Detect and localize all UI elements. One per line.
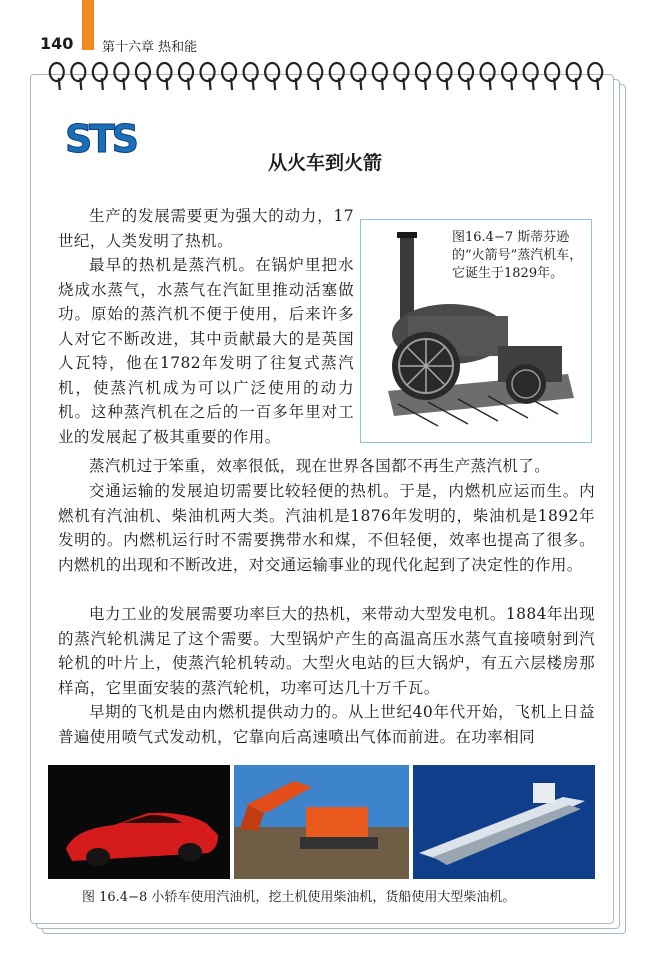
binding-ring (502, 63, 516, 90)
binding-ring (244, 63, 258, 90)
binding-ring (351, 63, 365, 90)
binding-ring (394, 63, 408, 90)
binding-ring (567, 63, 581, 90)
sts-logo-text: STS (65, 118, 139, 158)
binding-ring (71, 63, 85, 90)
paragraph-6: 早期的飞机是由内燃机提供动力的。从上世纪40年代开始，飞机上日益普遍使用喷气式发动机，它靠向后高速喷出气体而前进。在功率相同 (58, 703, 595, 746)
figure-2-caption: 图 16.4−8 小轿车使用汽油机，挖土机使用柴油机，货船使用大型柴油机。 (82, 890, 516, 905)
section-title: 从火车到火箭 (267, 152, 382, 174)
binding-ring (93, 63, 107, 90)
chapter-title: 第十六章 热和能 (102, 40, 198, 55)
binding-ring (545, 63, 559, 90)
binding-ring (114, 63, 128, 90)
excavator-photo (234, 765, 409, 879)
binding-ring (287, 63, 301, 90)
binding-ring (222, 63, 236, 90)
binding-ring (437, 63, 451, 90)
binding-ring (50, 63, 64, 90)
binding-ring (416, 63, 430, 90)
binding-ring (265, 63, 279, 90)
paragraph-2: 最早的热机是蒸汽机。在锅炉里把水烧成水蒸气，水蒸气在汽缸里推动活塞做功。原始的蒸汽机不便于使用，后来许多人对它不断改进，其中贡献最大的是英国人瓦特，他在1782年发明了往复式蒸汽机，使蒸汽机成为可以广泛使用的动力机。这种蒸汽机在之后的一百多年里对工业的发展起了极其重要的作用。 (58, 256, 354, 446)
binding-ring (481, 63, 495, 90)
cargo-ship-photo (413, 765, 595, 879)
binding-ring (179, 63, 193, 90)
paragraph-1: 生产的发展需要更为强大的动力，17世纪，人类发明了热机。 (58, 207, 354, 250)
binding-ring (524, 63, 538, 90)
figure-1-caption: 图16.4−7 斯蒂芬逊的“火箭号”蒸汽机车，它诞生于1829年。 (452, 230, 583, 281)
chapter-tab (82, 0, 94, 50)
page-number: 140 (40, 34, 74, 53)
binding-ring (373, 63, 387, 90)
binding-ring (330, 63, 344, 90)
binding-ring (157, 63, 171, 90)
binding-ring (588, 63, 602, 90)
binding-ring (459, 63, 473, 90)
paragraph-5: 电力工业的发展需要功率巨大的热机，来带动大型发电机。1884年出现的蒸汽轮机满足了这个需要。大型锅炉产生的高温高压水蒸气直接喷射到汽轮机的叶片上，使蒸汽轮机转动。大型火电站的巨大锅炉，有五六层楼房那样高，它里面安装的蒸汽轮机，功率可达几十万千瓦。 (58, 605, 595, 697)
photo-strip (48, 765, 595, 879)
paragraph-4: 交通运输的发展迫切需要比较轻便的热机。于是，内燃机应运而生。内燃机有汽油机、柴油机两大类。汽油机是1876年发明的，柴油机是1892年发明的。内燃机运行时不需要携带水和煤，不但轻便，效率也提高了很多。内燃机的出现和不断改进，对交通运输事业的现代化起到了决定性的作用。 (58, 482, 595, 574)
spiral-binding (46, 60, 606, 92)
binding-ring (136, 63, 150, 90)
paragraph-3: 蒸汽机过于笨重，效率很低，现在世界各国都不再生产蒸汽机了。 (89, 457, 551, 475)
binding-ring (308, 63, 322, 90)
binding-ring (201, 63, 215, 90)
sports-car-photo (48, 765, 230, 879)
